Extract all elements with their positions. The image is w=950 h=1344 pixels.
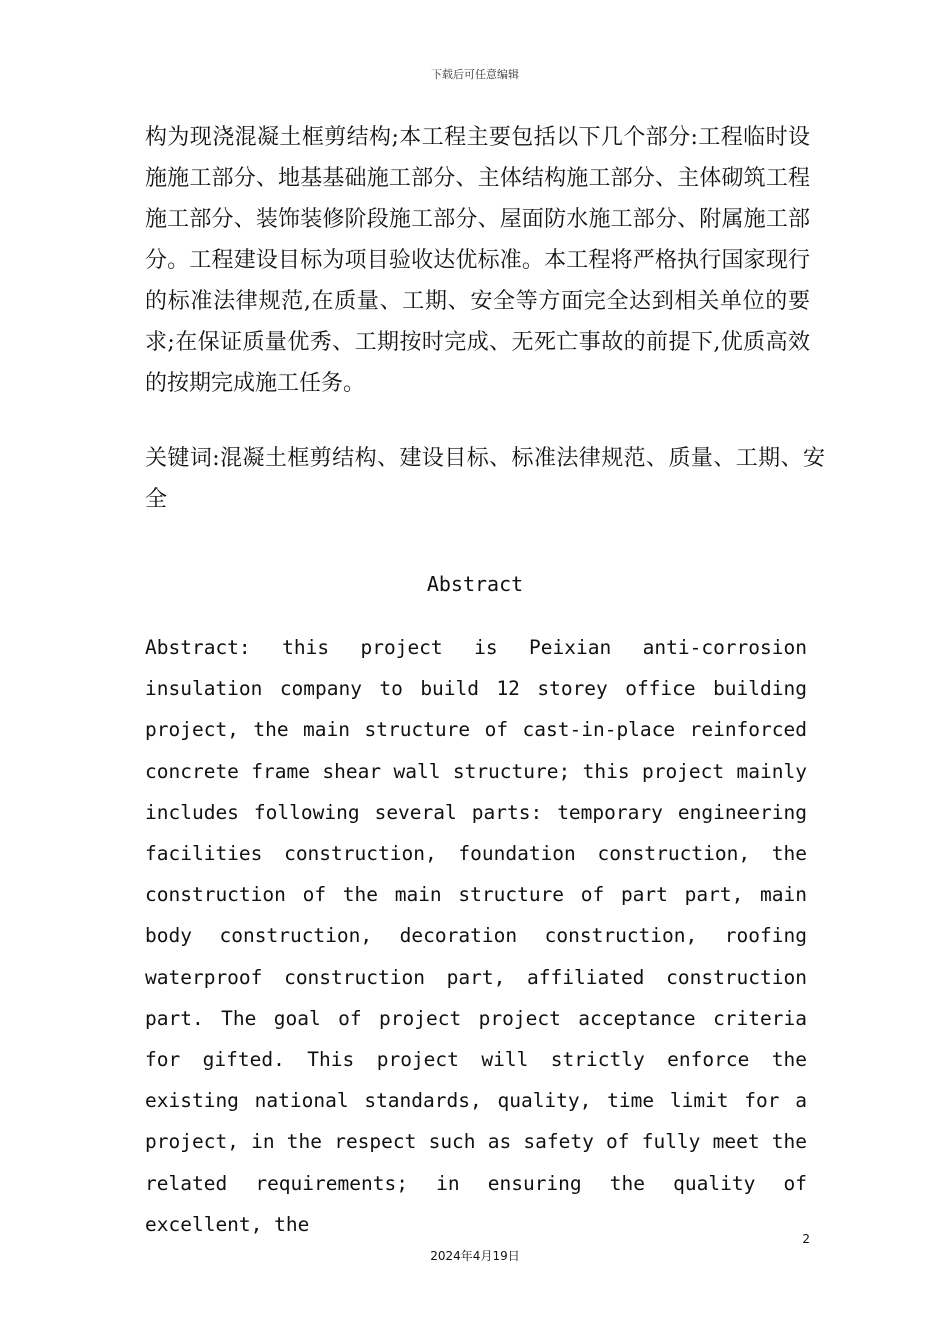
body-paragraph: 构为现浇混凝土框剪结构;本工程主要包括以下几个部分:工程临时设施施工部分、地基基础施工部分、主体结构施工部分、主体砌筑工程施工部分、装饰装修阶段施工部分、屋面防水施工部分、附属施工部分。工程建设目标为项目验收达优标准。本工程将严格执行国家现行的标准法律规范,在质量、工期、安全等方面完全达到相关单位的要求;在保证质量优秀、工期按时完成、无死亡事故的前提下,优质高效的按期完成施工任务。 bbox=[145, 125, 810, 396]
abstract-paragraph: Abstract: this project is Peixian anti-corrosion insulation company to build 12 storey office building project, the main structure of cast-in-place reinforced concrete frame shear wall structure; this project mainly includes following several parts: temporary engineering facilities construction, foundation construction, the construction of the main structure of part part, main body construction, decoration construction, roofing waterproof construction part, affiliated construction part. The goal of project project acceptance criteria for gifted. This project will strictly enforce the existing national standards, quality, time limit for a project, in the respect such as safety of fully meet the related requirements; in ensuring the quality of excellent, the bbox=[145, 636, 807, 1236]
abstract-heading: Abstract bbox=[426, 572, 524, 596]
footer-date: 2024年4月19日 bbox=[430, 1249, 520, 1263]
page-number: 2 bbox=[802, 1232, 810, 1246]
page-header-note: 下载后可任意编辑 bbox=[431, 68, 519, 81]
keywords-paragraph: 关键词:混凝土框剪结构、建设目标、标准法律规范、质量、工期、安全 bbox=[145, 446, 825, 512]
